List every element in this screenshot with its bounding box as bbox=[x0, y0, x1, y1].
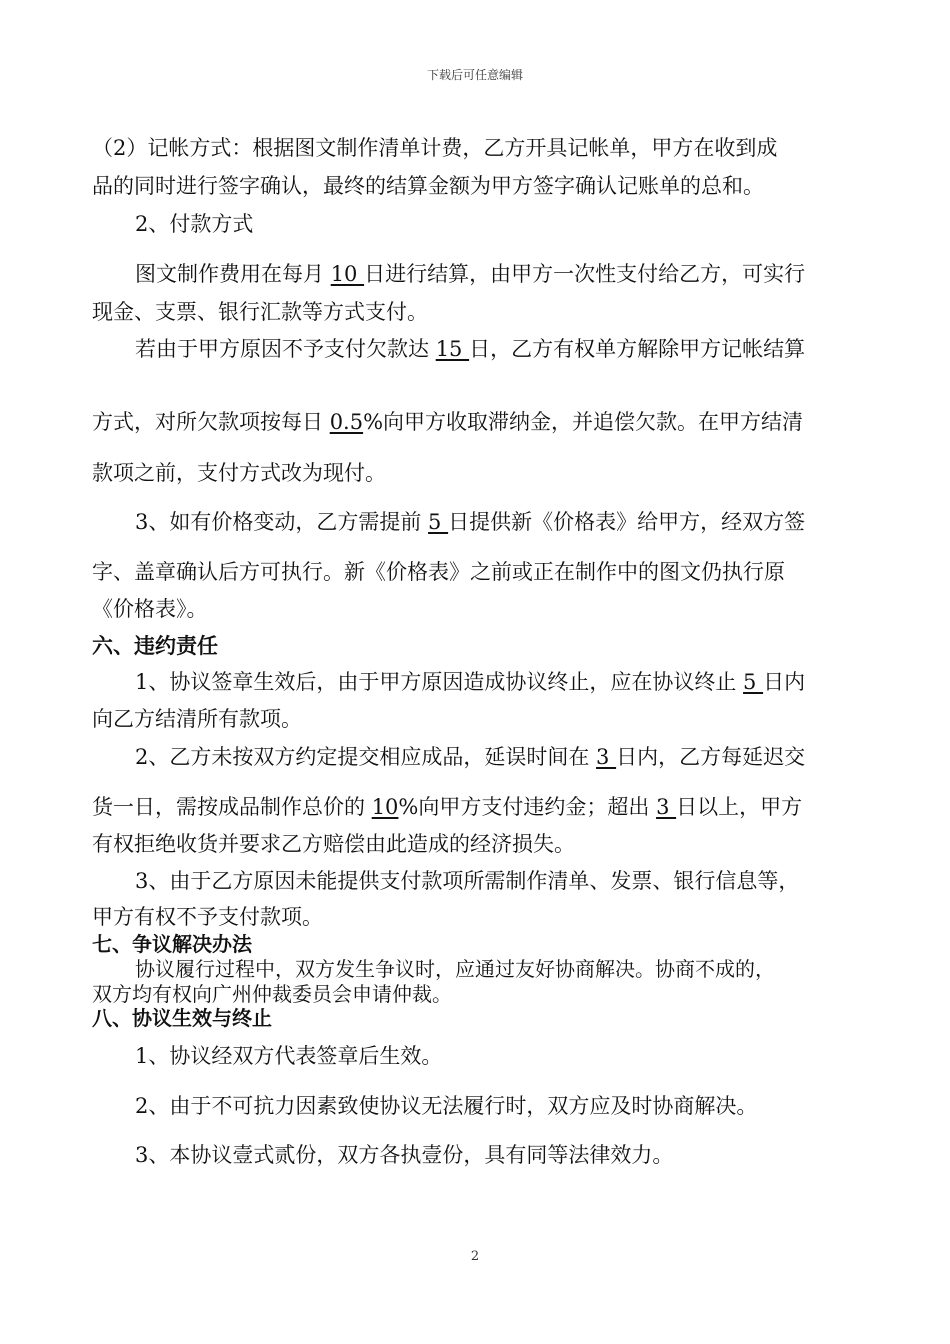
paragraph-line: 甲方有权不予支付款项。 bbox=[92, 905, 323, 929]
paragraph-line: 双方均有权向广州仲裁委员会申请仲裁。 bbox=[92, 982, 452, 1006]
paragraph-line: （2）记帐方式：根据图文制作清单计费，乙方开具记帐单，甲方在收到成 bbox=[92, 136, 778, 160]
paragraph-line: 向乙方结清所有款项。 bbox=[92, 707, 302, 731]
page-number: 2 bbox=[470, 1249, 480, 1264]
paragraph-line: 协议履行过程中，双方发生争议时，应通过友好协商解决。协商不成的， bbox=[135, 957, 775, 981]
delay-days: 3 bbox=[596, 745, 617, 769]
settle-days: 5 bbox=[743, 670, 764, 694]
section-item-payment-method: 2、付款方式 bbox=[135, 212, 254, 236]
page-header: 下载后可任意编辑 bbox=[426, 68, 523, 82]
paragraph-line: 《价格表》。 bbox=[92, 597, 208, 621]
paragraph-line: 款项之前，支付方式改为现付。 bbox=[92, 461, 386, 485]
list-item: 3、本协议壹式贰份，双方各执壹份，具有同等法律效力。 bbox=[135, 1143, 674, 1167]
paragraph-line: 2、乙方未按双方约定提交相应成品，延误时间在 3 日内，乙方每延迟交 bbox=[135, 745, 806, 769]
list-item: 2、由于不可抗力因素致使协议无法履行时，双方应及时协商解决。 bbox=[135, 1094, 758, 1118]
paragraph-line: 方式，对所欠款项按每日 0.5%向甲方收取滞纳金，并追偿欠款。在甲方结清 bbox=[92, 410, 804, 434]
overdue-days: 15 bbox=[435, 337, 470, 361]
paragraph-line: 字、盖章确认后方可执行。新《价格表》之前或正在制作中的图文仍执行原 bbox=[92, 560, 785, 584]
paragraph-line: 1、协议签章生效后，由于甲方原因造成协议终止，应在协议终止 5 日内 bbox=[135, 670, 806, 694]
paragraph-line: 现金、支票、银行汇款等方式支付。 bbox=[92, 300, 428, 324]
late-fee-rate: 0.5 bbox=[329, 410, 364, 434]
paragraph-line: 货一日，需按成品制作总价的 10%向甲方支付违约金；超出 3 日以上，甲方 bbox=[92, 795, 803, 819]
paragraph-line: 图文制作费用在每月 10 日进行结算，由甲方一次性支付给乙方，可实行 bbox=[135, 262, 806, 286]
list-item: 1、协议经双方代表签章后生效。 bbox=[135, 1044, 443, 1068]
section-heading-breach: 六、违约责任 bbox=[92, 633, 218, 658]
paragraph-line: 3、由于乙方原因未能提供支付款项所需制作清单、发票、银行信息等， bbox=[135, 869, 800, 893]
section-heading-dispute: 七、争议解决办法 bbox=[92, 932, 252, 956]
paragraph-line: 品的同时进行签字确认，最终的结算金额为甲方签字确认记账单的总和。 bbox=[92, 174, 764, 198]
paragraph-line: 有权拒绝收货并要求乙方赔偿由此造成的经济损失。 bbox=[92, 832, 575, 856]
penalty-rate: 10 bbox=[371, 795, 399, 819]
settlement-day: 10 bbox=[330, 262, 365, 286]
section-heading-effect: 八、协议生效与终止 bbox=[92, 1006, 272, 1030]
notice-days: 5 bbox=[428, 510, 449, 534]
exceed-days: 3 bbox=[656, 795, 677, 819]
paragraph-line: 若由于甲方原因不予支付欠款达 15 日，乙方有权单方解除甲方记帐结算 bbox=[135, 337, 806, 361]
paragraph-line: 3、如有价格变动，乙方需提前 5 日提供新《价格表》给甲方，经双方签 bbox=[135, 510, 806, 534]
